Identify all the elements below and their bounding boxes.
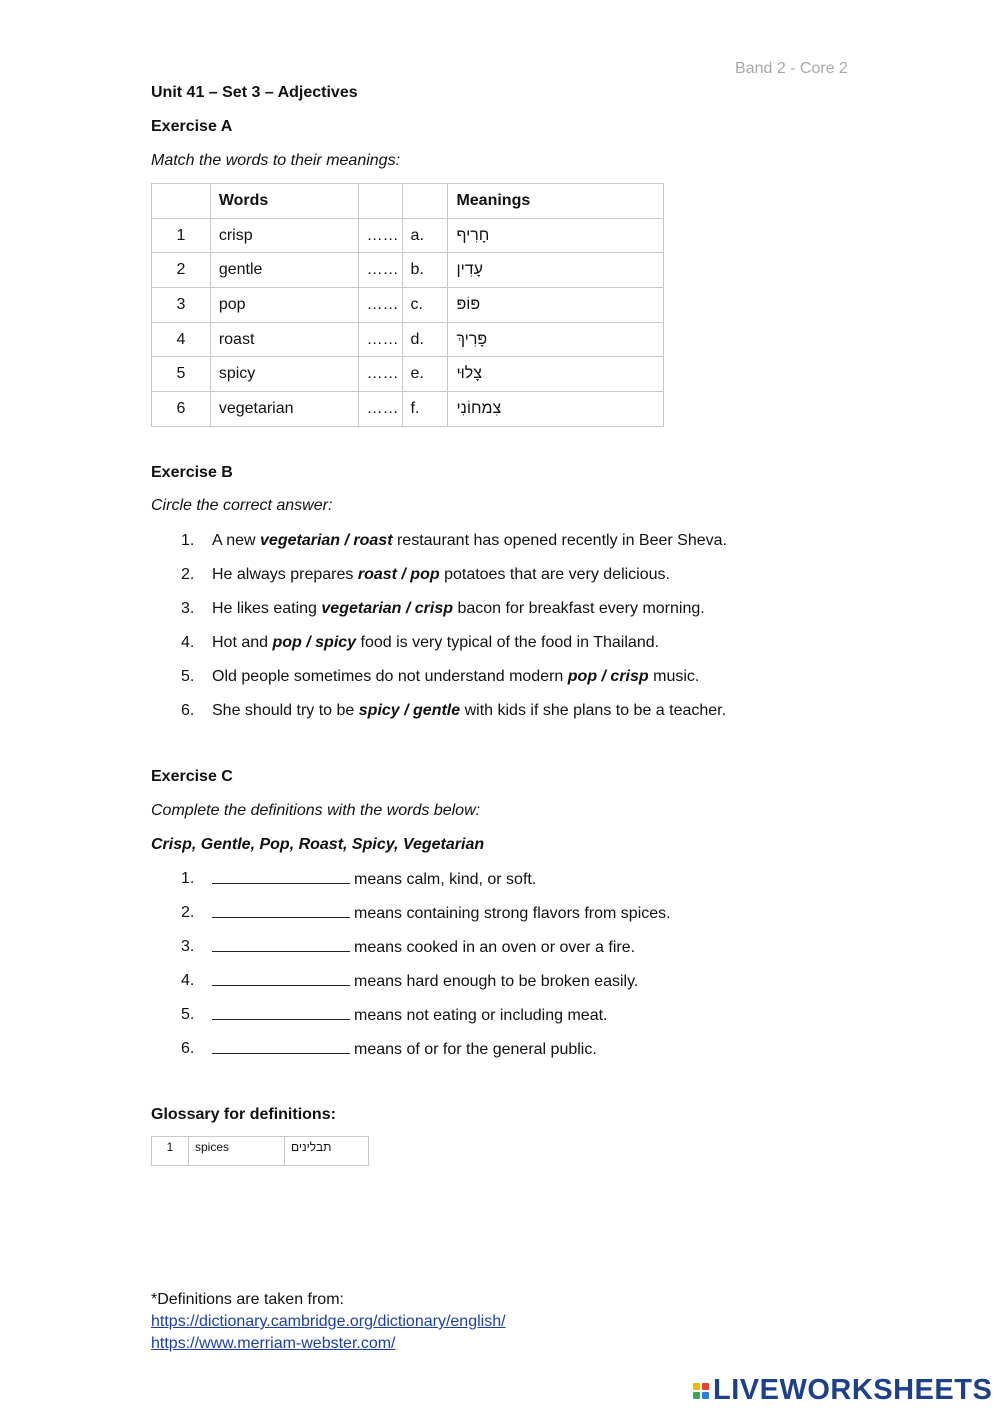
answer-blank[interactable] xyxy=(212,903,350,918)
sources-block xyxy=(151,1289,506,1355)
item-text-before: Hot and xyxy=(212,634,273,651)
answer-choice[interactable]: pop / spicy xyxy=(272,634,357,651)
row-word: pop xyxy=(210,288,358,323)
row-number: 1 xyxy=(152,218,211,253)
answer-blank[interactable]: …… xyxy=(358,322,402,357)
row-meaning: חָרִיף xyxy=(448,218,664,253)
definition-text: means hard enough to be broken easily. xyxy=(354,973,639,990)
row-number: 4 xyxy=(152,322,211,357)
row-letter: f. xyxy=(402,392,448,427)
item-number: 6. xyxy=(181,1040,195,1057)
answer-blank[interactable]: …… xyxy=(358,253,402,288)
exercise-b-heading: Exercise B xyxy=(151,464,233,481)
table-header-row xyxy=(152,184,664,219)
row-meaning: צָלוּי xyxy=(448,357,664,392)
answer-blank[interactable] xyxy=(212,971,350,986)
logo-square xyxy=(702,1383,709,1390)
exercise-a-instruction: Match the words to their meanings: xyxy=(151,152,401,169)
item-text-after: food is very typical of the food in Thailand. xyxy=(356,634,660,651)
exercise-c-heading: Exercise C xyxy=(151,768,233,785)
table-row xyxy=(152,288,664,323)
row-word: roast xyxy=(210,322,358,357)
meanings-header: Meanings xyxy=(448,184,664,219)
table-row xyxy=(152,253,664,288)
glossary-number: 1 xyxy=(152,1137,189,1166)
item-number: 4. xyxy=(181,634,195,651)
definition-text: means containing strong flavors from spices. xyxy=(354,905,671,922)
answer-choice[interactable]: roast / pop xyxy=(357,566,440,583)
item-text-before: Old people sometimes do not understand modern xyxy=(212,668,568,685)
row-letter: e. xyxy=(402,357,448,392)
definition-text: means cooked in an oven or over a fire. xyxy=(354,939,636,956)
sources-label: *Definitions are taken from: xyxy=(151,1291,344,1308)
logo-text: LIVEWORKSHEETS xyxy=(713,1374,993,1406)
answer-choice[interactable]: vegetarian / crisp xyxy=(321,600,454,617)
item-number: 3. xyxy=(181,600,195,617)
row-number: 5 xyxy=(152,357,211,392)
logo-square xyxy=(702,1392,709,1399)
item-number: 1. xyxy=(181,532,195,549)
exercise-c-instruction: Complete the definitions with the words below: xyxy=(151,802,481,819)
item-text-after: bacon for breakfast every morning. xyxy=(453,600,705,617)
exercise-b-instruction: Circle the correct answer: xyxy=(151,497,333,514)
item-number: 5. xyxy=(181,1006,195,1023)
answer-choice[interactable]: vegetarian / roast xyxy=(260,532,393,549)
page-title: Unit 41 – Set 3 – Adjectives xyxy=(151,84,358,101)
exercise-a-heading: Exercise A xyxy=(151,118,233,135)
logo-square xyxy=(693,1383,700,1390)
table-header-cell xyxy=(358,184,402,219)
row-meaning: צִמחוֹנִי xyxy=(448,392,664,427)
table-header-cell xyxy=(152,184,211,219)
table-header-cell xyxy=(402,184,448,219)
answer-blank[interactable]: …… xyxy=(358,357,402,392)
answer-blank[interactable] xyxy=(212,1039,350,1054)
item-text-after: restaurant has opened recently in Beer Sheva. xyxy=(392,532,727,549)
row-letter: b. xyxy=(402,253,448,288)
item-number: 6. xyxy=(181,702,195,719)
row-word: crisp xyxy=(210,218,358,253)
liveworksheets-logo[interactable] xyxy=(693,1374,992,1407)
answer-blank[interactable]: …… xyxy=(358,392,402,427)
item-text-after: with kids if she plans to be a teacher. xyxy=(460,702,727,719)
item-text-before: He always prepares xyxy=(212,566,358,583)
row-letter: a. xyxy=(402,218,448,253)
table-row xyxy=(152,1137,369,1166)
row-number: 2 xyxy=(152,253,211,288)
glossary-translation: תבלינים xyxy=(285,1137,369,1166)
row-meaning: פּוֹפּ xyxy=(448,288,664,323)
item-number: 2. xyxy=(181,904,195,921)
answer-blank[interactable] xyxy=(212,1005,350,1020)
answer-blank[interactable]: …… xyxy=(358,288,402,323)
matching-table xyxy=(151,183,664,427)
row-meaning: פָּרִיךְ xyxy=(448,322,664,357)
item-number: 2. xyxy=(181,566,195,583)
band-label: Band 2 - Core 2 xyxy=(735,60,848,77)
item-text-after: music. xyxy=(648,668,700,685)
row-number: 3 xyxy=(152,288,211,323)
table-row xyxy=(152,357,664,392)
row-number: 6 xyxy=(152,392,211,427)
logo-grid-icon xyxy=(693,1383,709,1399)
logo-square xyxy=(693,1392,700,1399)
row-letter: c. xyxy=(402,288,448,323)
words-header: Words xyxy=(210,184,358,219)
row-word: vegetarian xyxy=(210,392,358,427)
row-word: spicy xyxy=(210,357,358,392)
merriam-webster-link[interactable]: https://www.merriam-webster.com/ xyxy=(151,1335,396,1352)
word-bank: Crisp, Gentle, Pop, Roast, Spicy, Vegetarian xyxy=(151,836,485,853)
answer-choice[interactable]: pop / crisp xyxy=(567,668,649,685)
item-text-before: He likes eating xyxy=(212,600,322,617)
item-text-before: A new xyxy=(212,532,261,549)
table-row xyxy=(152,392,664,427)
cambridge-link[interactable]: https://dictionary.cambridge.org/dictionary/english/ xyxy=(151,1313,506,1330)
definition-text: means not eating or including meat. xyxy=(354,1007,608,1024)
row-meaning: עָדִין xyxy=(448,253,664,288)
item-text-before: She should try to be xyxy=(212,702,359,719)
table-row xyxy=(152,218,664,253)
item-text-after: potatoes that are very delicious. xyxy=(439,566,670,583)
answer-blank[interactable]: …… xyxy=(358,218,402,253)
glossary-word: spices xyxy=(189,1137,285,1166)
item-number: 3. xyxy=(181,938,195,955)
row-letter: d. xyxy=(402,322,448,357)
glossary-table xyxy=(151,1136,369,1166)
answer-blank[interactable] xyxy=(212,869,350,884)
item-number: 5. xyxy=(181,668,195,685)
glossary-heading: Glossary for definitions: xyxy=(151,1106,336,1123)
item-number: 1. xyxy=(181,870,195,887)
item-number: 4. xyxy=(181,972,195,989)
answer-blank[interactable] xyxy=(212,937,350,952)
table-row xyxy=(152,322,664,357)
definition-text: means of or for the general public. xyxy=(354,1041,597,1058)
row-word: gentle xyxy=(210,253,358,288)
answer-choice[interactable]: spicy / gentle xyxy=(358,702,461,719)
definition-text: means calm, kind, or soft. xyxy=(354,871,537,888)
